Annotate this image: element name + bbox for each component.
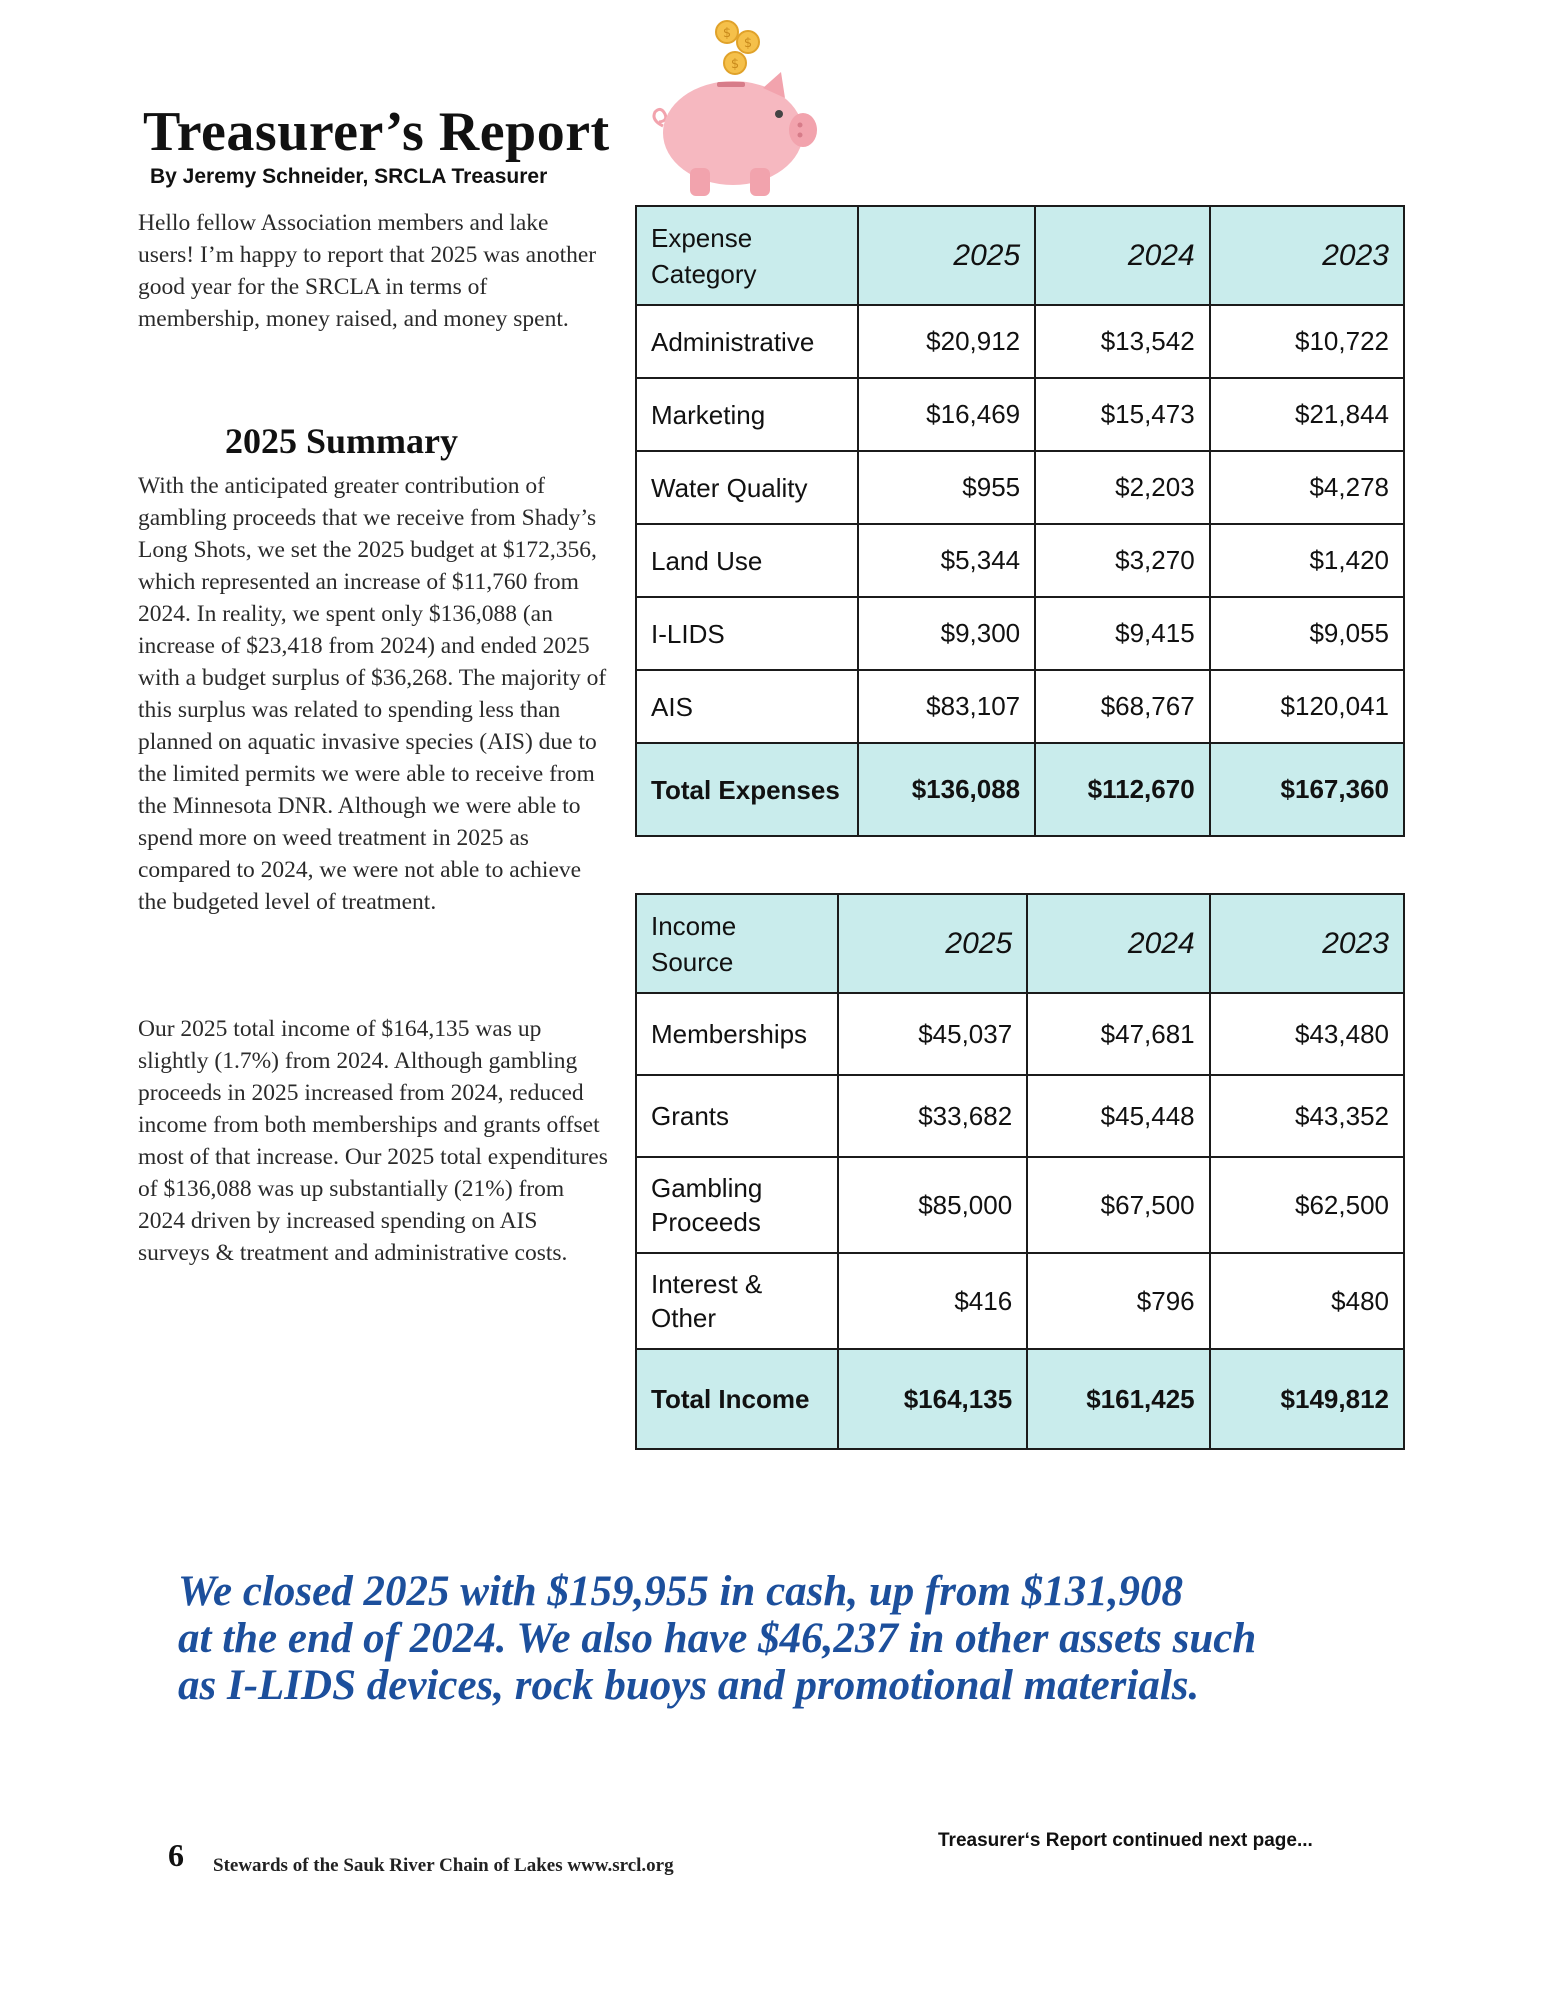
total-value: $149,812 [1210, 1349, 1404, 1449]
value-cell: $9,300 [858, 597, 1036, 670]
table-row [636, 993, 1404, 1075]
income-summary-paragraph: Our 2025 total income of $164,135 was up slightly (1.7%) from 2024. Although gambling proceeds in 2025 increased from 2024, reduced income from both memberships and grants offset most of that increase. Our 2025 total expenditures of $136,088 was up substantially (21%) from 2024 driven by increased spending on AIS surveys & treatment and administrative costs. [138, 1016, 608, 1266]
closing-line: as I-LIDS devices, rock buoys and promotional materials. [178, 1662, 1200, 1709]
category-cell: Memberships [636, 993, 838, 1075]
value-cell: $10,722 [1210, 305, 1404, 378]
table-header-row [636, 206, 1404, 305]
category-cell: AIS [636, 670, 858, 743]
table-row [636, 1157, 1404, 1253]
value-cell: $43,352 [1210, 1075, 1404, 1157]
table-row [636, 524, 1404, 597]
category-cell: Land Use [636, 524, 858, 597]
value-cell: $33,682 [838, 1075, 1027, 1157]
coin-icon [737, 31, 759, 53]
value-cell: $20,912 [858, 305, 1036, 378]
value-cell: $83,107 [858, 670, 1036, 743]
total-row [636, 1349, 1404, 1449]
page-title: Treasurer’s Report [143, 101, 610, 163]
value-cell: $85,000 [838, 1157, 1027, 1253]
value-cell: $480 [1210, 1253, 1404, 1349]
coin-icon [716, 21, 738, 43]
table-header-row [636, 894, 1404, 993]
value-cell: $120,041 [1210, 670, 1404, 743]
table-row [636, 1075, 1404, 1157]
value-cell: $68,767 [1035, 670, 1210, 743]
value-cell: $67,500 [1027, 1157, 1209, 1253]
value-cell: $43,480 [1210, 993, 1404, 1075]
category-cell: I-LIDS [636, 597, 858, 670]
column-header: Income Source [636, 894, 838, 993]
income-table [635, 893, 1405, 1450]
svg-text:$: $ [722, 26, 732, 41]
closing-line: at the end of 2024. We also have $46,237 in other assets such [178, 1615, 1257, 1662]
svg-text:$: $ [730, 57, 740, 72]
table-row [636, 1253, 1404, 1349]
table-row [636, 597, 1404, 670]
total-label: Total Expenses [636, 743, 858, 836]
column-header: 2024 [1027, 894, 1209, 993]
expense-table [635, 205, 1405, 837]
column-header: Expense Category [636, 206, 858, 305]
category-cell: Administrative [636, 305, 858, 378]
continued-note: Treasurer‘s Report continued next page... [938, 1830, 1313, 1851]
value-cell: $21,844 [1210, 378, 1404, 451]
value-cell: $416 [838, 1253, 1027, 1349]
value-cell: $9,055 [1210, 597, 1404, 670]
page-number: 6 [168, 1837, 184, 1873]
column-header: 2023 [1210, 206, 1404, 305]
summary-paragraph: With the anticipated greater contribution of gambling proceeds that we receive from Shady’s Long Shots, we set the 2025 budget at $172,356, which represented an increase of $11,760 from 2024. In reality, we spent only $136,088 (an increase of $23,418 from 2024) and ended 2025 with a budget surplus of $36,268. The majority of this surplus was related to spending less than planned on aquatic invasive species (AIS) due to the limited permits we were able to receive from the Minnesota DNR. Although we were able to spend more on weed treatment in 2025 as compared to 2024, we were not able to achieve the budgeted level of treatment. [138, 473, 607, 915]
column-header: 2025 [858, 206, 1036, 305]
value-cell: $9,415 [1035, 597, 1210, 670]
value-cell: $5,344 [858, 524, 1036, 597]
svg-text:$: $ [743, 36, 753, 51]
byline: By Jeremy Schneider, SRCLA Treasurer [150, 165, 548, 188]
value-cell: $4,278 [1210, 451, 1404, 524]
coin-icon [724, 52, 746, 74]
value-cell: $45,037 [838, 993, 1027, 1075]
column-header: 2025 [838, 894, 1027, 993]
column-header: 2023 [1210, 894, 1404, 993]
category-cell: Gambling Proceeds [636, 1157, 838, 1253]
table-row [636, 451, 1404, 524]
value-cell: $45,448 [1027, 1075, 1209, 1157]
column-header: 2024 [1035, 206, 1210, 305]
total-value: $136,088 [858, 743, 1036, 836]
closing-statement [178, 1568, 1378, 1709]
value-cell: $796 [1027, 1253, 1209, 1349]
value-cell: $62,500 [1210, 1157, 1404, 1253]
value-cell: $15,473 [1035, 378, 1210, 451]
table-row [636, 305, 1404, 378]
value-cell: $1,420 [1210, 524, 1404, 597]
total-row [636, 743, 1404, 836]
total-label: Total Income [636, 1349, 838, 1449]
table-row [636, 378, 1404, 451]
value-cell: $16,469 [858, 378, 1036, 451]
category-cell: Grants [636, 1075, 838, 1157]
value-cell: $955 [858, 451, 1036, 524]
closing-line: We closed 2025 with $159,955 in cash, up from $131,908 [178, 1568, 1183, 1615]
category-cell: Water Quality [636, 451, 858, 524]
piggy-bank-icon [645, 18, 825, 200]
intro-paragraph: Hello fellow Association members and lake users! I’m happy to report that 2025 was another good year for the SRCLA in terms of membership, money raised, and money spent. [138, 210, 597, 332]
total-value: $112,670 [1035, 743, 1210, 836]
total-value: $167,360 [1210, 743, 1404, 836]
value-cell: $47,681 [1027, 993, 1209, 1075]
publication-footer: Stewards of the Sauk River Chain of Lakes www.srcl.org [213, 1855, 674, 1876]
total-value: $161,425 [1027, 1349, 1209, 1449]
summary-heading: 2025 Summary [225, 421, 458, 461]
category-cell: Marketing [636, 378, 858, 451]
value-cell: $13,542 [1035, 305, 1210, 378]
total-value: $164,135 [838, 1349, 1027, 1449]
table-row [636, 670, 1404, 743]
category-cell: Interest & Other [636, 1253, 838, 1349]
value-cell: $2,203 [1035, 451, 1210, 524]
value-cell: $3,270 [1035, 524, 1210, 597]
